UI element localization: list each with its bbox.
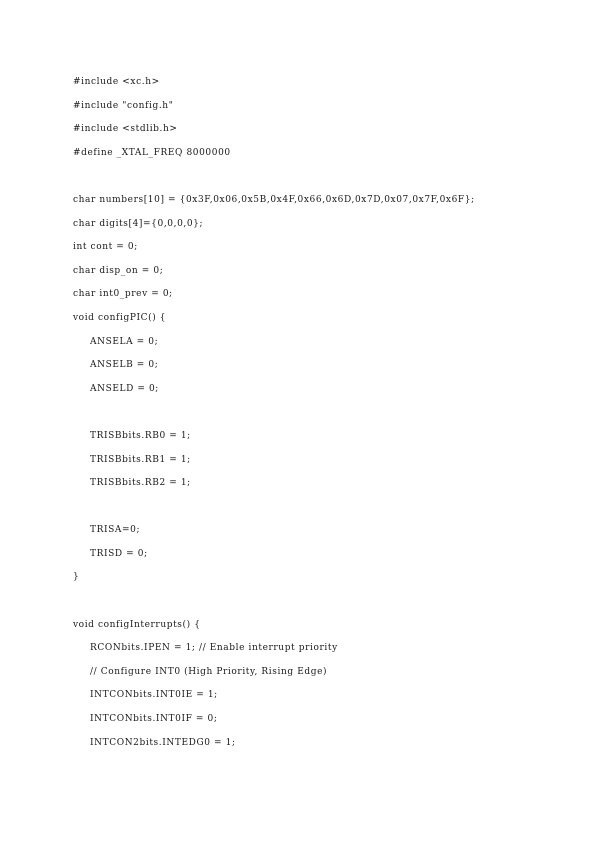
code-line: char digits[4]={0,0,0,0}; bbox=[73, 218, 204, 229]
code-line: TRISBbits.RB1 = 1; bbox=[90, 454, 191, 465]
code-line: ANSELD = 0; bbox=[90, 383, 159, 394]
blank-line bbox=[73, 165, 583, 189]
code-line: TRISD = 0; bbox=[90, 548, 148, 559]
code-line: TRISBbits.RB0 = 1; bbox=[90, 430, 191, 441]
code-line: void configInterrupts() { bbox=[73, 619, 201, 630]
code-line: RCONbits.IPEN = 1; // Enable interrupt priority bbox=[90, 643, 338, 654]
code-line: int cont = 0; bbox=[73, 242, 138, 253]
code-line: #include "config.h" bbox=[73, 100, 174, 111]
code-line: INTCONbits.INT0IE = 1; bbox=[90, 690, 218, 701]
code-line: INTCONbits.INT0IF = 0; bbox=[90, 714, 218, 725]
code-line: TRISA=0; bbox=[90, 525, 141, 536]
blank-line bbox=[73, 496, 583, 520]
blank-line bbox=[73, 590, 583, 614]
code-line: INTCON2bits.INTEDG0 = 1; bbox=[90, 737, 236, 748]
code-line: char int0_prev = 0; bbox=[73, 289, 173, 300]
code-line: char disp_on = 0; bbox=[73, 265, 164, 276]
code-line: #include <stdlib.h> bbox=[73, 124, 178, 135]
code-line: void configPIC() { bbox=[73, 312, 167, 323]
code-listing bbox=[73, 71, 583, 755]
code-line: // Configure INT0 (High Priority, Rising Edge) bbox=[90, 666, 328, 677]
code-line: ANSELB = 0; bbox=[90, 360, 159, 371]
blank-line bbox=[73, 401, 583, 425]
code-line: } bbox=[73, 572, 80, 583]
code-line: ANSELA = 0; bbox=[90, 336, 159, 347]
code-line: #include <xc.h> bbox=[73, 77, 160, 87]
code-line: #define _XTAL_FREQ 8000000 bbox=[73, 147, 231, 158]
code-line: TRISBbits.RB2 = 1; bbox=[90, 478, 191, 489]
code-line: char numbers[10] = {0x3F,0x06,0x5B,0x4F,0x66,0x6D,0x7D,0x07,0x7F,0x6F}; bbox=[73, 194, 475, 205]
